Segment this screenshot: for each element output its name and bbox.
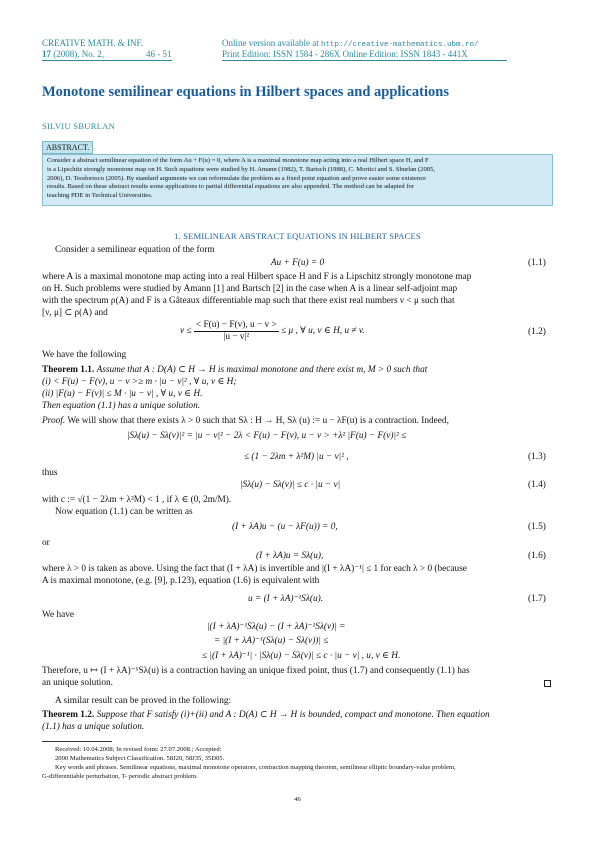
equation-1-4: |Sλ(u) − Sλ(v)| ≤ c · |u − v| — [240, 480, 341, 490]
issue-info: (2008), No. 2, — [53, 49, 104, 59]
theorem-label: Theorem 1.2. — [42, 710, 95, 720]
eq-left: ν ≤ — [180, 326, 192, 336]
equation-1-7: u = (I + λA)⁻¹Sλ(u). — [248, 594, 324, 604]
page-number: 46 — [294, 796, 301, 803]
equation-number: (1.6) — [528, 551, 546, 561]
paragraph-line: where A is a maximal monotone map acting into a real Hilbert space H and F is a Lipschitz strongly monotone map — [42, 272, 472, 282]
equation-1-5: (I + λA)u − (u − λF(u)) = 0, — [232, 522, 338, 532]
paper-title: Monotone semilinear equations in Hilbert spaces and applications — [42, 84, 449, 100]
paragraph-line: on H. Such problems were studied by Amann [1] and Bartsch [2] in the case when A is a linear self-adjoint map — [42, 284, 458, 294]
equation-number: (1.3) — [528, 452, 546, 462]
equation-number: (1.2) — [528, 327, 546, 337]
theorem-condition: (ii) |F(u) − F(v)| ≤ M · |u − v| , ∀ u, v ∈ H. — [42, 389, 203, 399]
paragraph-line: We have the following — [42, 350, 127, 360]
paragraph-line: [ν, μ] ⊂ ρ(A) and — [42, 308, 108, 318]
equation-1-1: Au + F(u) = 0 — [270, 258, 325, 268]
equation-1-3-line-2: ≤ (1 − 2λm + λ²M) |u − v|² , — [244, 452, 349, 462]
paragraph-line: an unique solution. — [42, 678, 114, 688]
footnote-msc: 2000 Mathematics Subject Classification. 58J20, 58J35, 35D05. — [55, 755, 225, 762]
equation-1-3-line-1: |Sλ(u) − Sλ(v)|² = |u − v|² − 2λ < F(u) − F(v), u − v > +λ² |F(u) − F(v)|² ≤ — [127, 431, 407, 441]
paragraph-line: A is maximal monotone, (e.g. [9], p.123), equation (1.6) is equivalent with — [42, 576, 320, 586]
abstract-box — [42, 154, 553, 206]
theorem-1-1 — [42, 365, 427, 376]
journal-volume-line — [42, 49, 104, 60]
abstract-line: teaching PDE in Technical Universities. — [47, 192, 153, 200]
abstract-line: Consider a abstract semilinear equation of the form Au + F(u) = 0, where A is a maximal monotone map acting into a real Hilbert space H, and F — [47, 157, 429, 164]
paragraph-line: Now equation (1.1) can be written as — [55, 507, 193, 517]
paragraph-line: or — [42, 538, 50, 548]
volume-number: 17 — [42, 49, 51, 59]
section-heading: 1. SEMILINEAR ABSTRACT EQUATIONS IN HILBERT SPACES — [174, 231, 421, 241]
equation-chain-line-2: = |(I + λA)⁻¹(Sλ(u) − Sλ(v))| ≤ — [214, 636, 329, 646]
abstract-line: 2006), D. Teodorescu (2005). By standard arguments we can reformulate the problem as a fixed point equation and prove easier some existence — [47, 174, 427, 182]
equation-1-6: (I + λA)u = Sλ(u), — [256, 551, 324, 561]
header-rule-right — [222, 60, 507, 61]
online-label: Online version available at — [222, 38, 319, 48]
theorem-text: Suppose that F satisfy (i)+(ii) and A : D(A) ⊂ H → H is bounded, compact and monotone. Then equation — [96, 710, 490, 720]
equation-number: (1.5) — [528, 522, 546, 532]
equation-number: (1.4) — [528, 480, 546, 490]
footnote-keywords: Key words and phrases. Semilinear equations, maximal monotone operators, contraction mapping theorem, semilinear elliptic boundary-value problem, — [55, 764, 456, 771]
equation-1-2 — [180, 320, 365, 343]
fraction-numerator: < F(u) − F(v), u − v > — [195, 320, 277, 330]
paragraph-line: Therefore, u ↦ (I + λA)⁻¹Sλ(u) is a contraction having an unique fixed point, thus (1.7) and consequently (1.1) has — [42, 666, 470, 676]
proof-text: We will show that there exists λ > 0 such that Sλ : H → H, Sλ (u) := u − λF(u) is a contraction. Indeed, — [67, 416, 449, 426]
paragraph-line: where λ > 0 is taken as above. Using the fact that (I + λA) is invertible and |(I + λA)⁻¹| ≤ 1 for each λ > 0 (because — [42, 564, 467, 574]
theorem-text: Assume that A : D(A) ⊂ H → H is maximal monotone and there exist m, M > 0 such that — [96, 365, 428, 375]
theorem-label: Theorem 1.1. — [42, 365, 95, 375]
equation-chain-line-1: |(I + λA)⁻¹Sλ(u) − (I + λA)⁻¹Sλ(v)| = — [207, 622, 346, 632]
proof-line — [42, 416, 449, 427]
paragraph-line: thus — [42, 468, 58, 478]
page-range: 46 - 51 — [146, 49, 172, 59]
theorem-conclusion: Then equation (1.1) has a unique solution. — [42, 401, 201, 411]
fraction — [194, 320, 279, 343]
abstract-line: results. Based on these abstract results some applications to partial differential equations are also appended. The method can be adapted for — [47, 183, 415, 191]
fraction-denominator: |u − v|² — [223, 332, 250, 342]
theorem-1-2 — [42, 710, 490, 721]
abstract-label: ABSTRACT. — [42, 141, 93, 154]
equation-chain-line-3: ≤ |(I + λA)⁻¹| · |Sλ(u) − Sλ(v)| ≤ c · |u − v| , u, v ∈ H. — [202, 651, 401, 661]
footnote-rule — [42, 741, 112, 742]
proof-label: Proof. — [42, 416, 66, 426]
header-rule-left — [42, 60, 172, 61]
paragraph-line: We have — [42, 610, 75, 620]
footnote-received: Received: 10.04.2008; In revised form: 27.07.2008.; Accepted: — [55, 746, 222, 753]
author-name: SILVIU SBURLAN — [42, 121, 116, 131]
theorem-condition: (i) < F(u) − F(v), u − v >≥ m · |u − v|² , ∀ u, v ∈ H; — [42, 377, 237, 387]
paragraph-line: A similar result can be proved in the following: — [55, 696, 232, 706]
paragraph-line: with c := √(1 − 2λm + λ²M) < 1 , if λ ∈ (0, 2m/M). — [42, 495, 232, 505]
eq-right: ≤ μ , ∀ u, v ∈ H, u ≠ v. — [281, 326, 365, 336]
paragraph-line: Consider a semilinear equation of the form — [55, 245, 215, 255]
journal-name: CREATIVE MATH. & INF. — [42, 38, 144, 48]
qed-square-icon — [544, 680, 551, 687]
online-url-link[interactable]: http://creative-mathematics.ubm.ro/ — [320, 41, 479, 49]
equation-number: (1.7) — [528, 594, 546, 604]
theorem-text-line: (1.1) has a unique solution. — [42, 722, 145, 732]
footnote-keywords-cont: G-differentiable perturbation, T- periodic abstract problem. — [42, 773, 198, 780]
abstract-line: is a Lipschitz strongly monotone map on H. Such equations were studied by H. Amann (1982), T. Bartsch (1988), C. Mortici and S. Sburlan (2005, — [47, 165, 436, 173]
equation-number: (1.1) — [528, 258, 546, 268]
print-edition: Print Edition: ISSN 1584 - 286X Online Edition: ISSN 1843 - 441X — [222, 49, 468, 59]
paragraph-line: with the spectrum ρ(A) and F is a Gâteaux differentiable map such that there exist real numbers ν < μ such that — [42, 296, 455, 306]
